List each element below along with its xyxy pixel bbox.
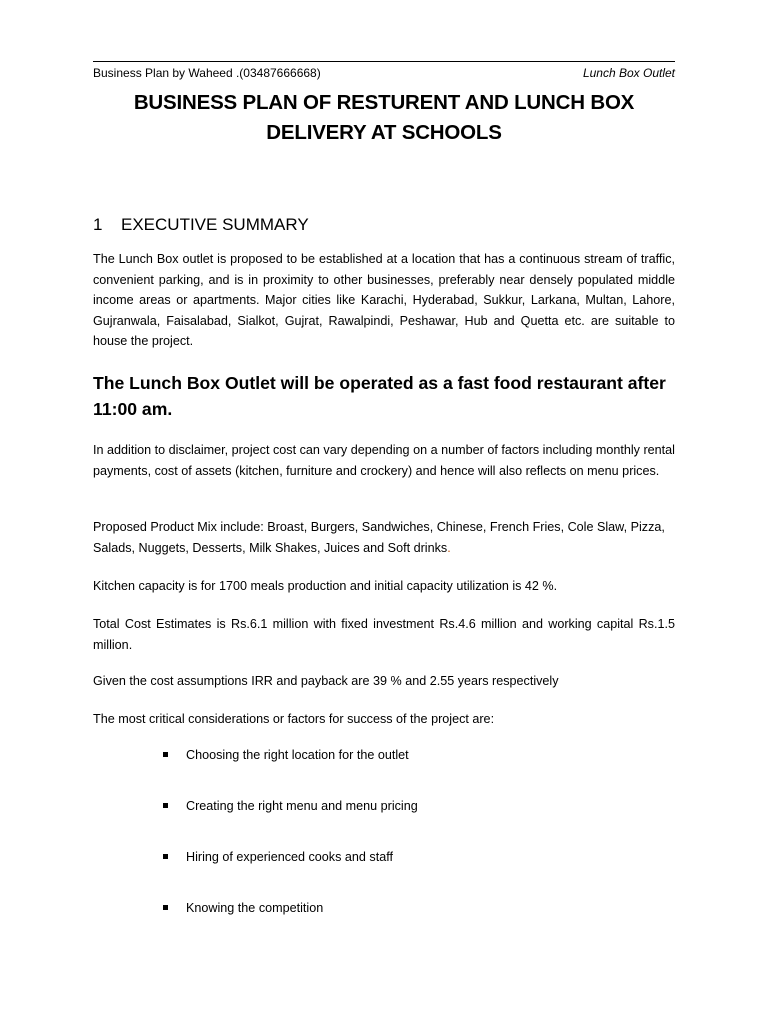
document-title bbox=[93, 88, 675, 148]
square-bullet-icon bbox=[163, 803, 168, 808]
list-item bbox=[163, 847, 418, 898]
header-author: Business Plan by Waheed .(03487666668) bbox=[93, 66, 321, 80]
header-doc-title: Lunch Box Outlet bbox=[582, 66, 675, 80]
title-line-1: BUSINESS PLAN OF RESTURENT AND LUNCH BOX bbox=[133, 91, 635, 114]
product-mix-text: Proposed Product Mix include: Broast, Burgers, Sandwiches, Chinese, French Fries, Cole Slaw, Pizza, Salads, Nuggets, Desserts, Milk Shakes, Juices and Soft drinks bbox=[93, 520, 665, 555]
square-bullet-icon bbox=[163, 854, 168, 859]
irr-paragraph: Given the cost assumptions IRR and payback are 39 % and 2.55 years respectively bbox=[93, 674, 559, 688]
highlight-paragraph: The Lunch Box Outlet will be operated as a fast food restaurant after 11:00 am. bbox=[93, 373, 666, 419]
critical-factors-paragraph: The most critical considerations or factors for success of the project are: bbox=[93, 712, 495, 726]
section-heading bbox=[93, 214, 309, 236]
product-mix-period: . bbox=[447, 540, 451, 555]
capacity-paragraph: Kitchen capacity is for 1700 meals production and initial capacity utilization is 42 %. bbox=[93, 579, 558, 593]
product-mix-paragraph bbox=[93, 517, 675, 558]
list-item-text: Knowing the competition bbox=[186, 901, 324, 915]
square-bullet-icon bbox=[163, 905, 168, 910]
success-factors-list bbox=[163, 745, 418, 949]
section-number: 1 bbox=[93, 215, 103, 234]
square-bullet-icon bbox=[163, 752, 168, 757]
intro-paragraph: The Lunch Box outlet is proposed to be established at a location that has a continuous stream of traffic, convenient parking, and is in proximity to other businesses, preferably near densely populated middle income areas or apartments. Major cities like Karachi, Hyderabad, Sukkur, Larkana, Multan, Lahore, Gujranwala, Faisalabad, Sialkot, Gujrat, Rawalpindi, Peshawar, Hub and Quetta etc. are suitable to house the project. bbox=[93, 252, 675, 348]
list-item bbox=[163, 796, 418, 847]
cost-paragraph: Total Cost Estimates is Rs.6.1 million with fixed investment Rs.4.6 million and working capital Rs.1.5 million. bbox=[93, 617, 675, 652]
title-line-2: DELIVERY AT SCHOOLS bbox=[266, 121, 502, 144]
page-header bbox=[93, 61, 675, 80]
list-item-text: Choosing the right location for the outlet bbox=[186, 748, 409, 762]
list-item-text: Hiring of experienced cooks and staff bbox=[186, 850, 393, 864]
disclaimer-paragraph: In addition to disclaimer, project cost can vary depending on a number of factors including monthly rental payments, cost of assets (kitchen, furniture and crockery) and hence will also reflects on menu prices. bbox=[93, 443, 675, 478]
list-item bbox=[163, 898, 418, 949]
list-item-text: Creating the right menu and menu pricing bbox=[186, 799, 418, 813]
list-item bbox=[163, 745, 418, 796]
section-title: EXECUTIVE SUMMARY bbox=[121, 215, 309, 234]
